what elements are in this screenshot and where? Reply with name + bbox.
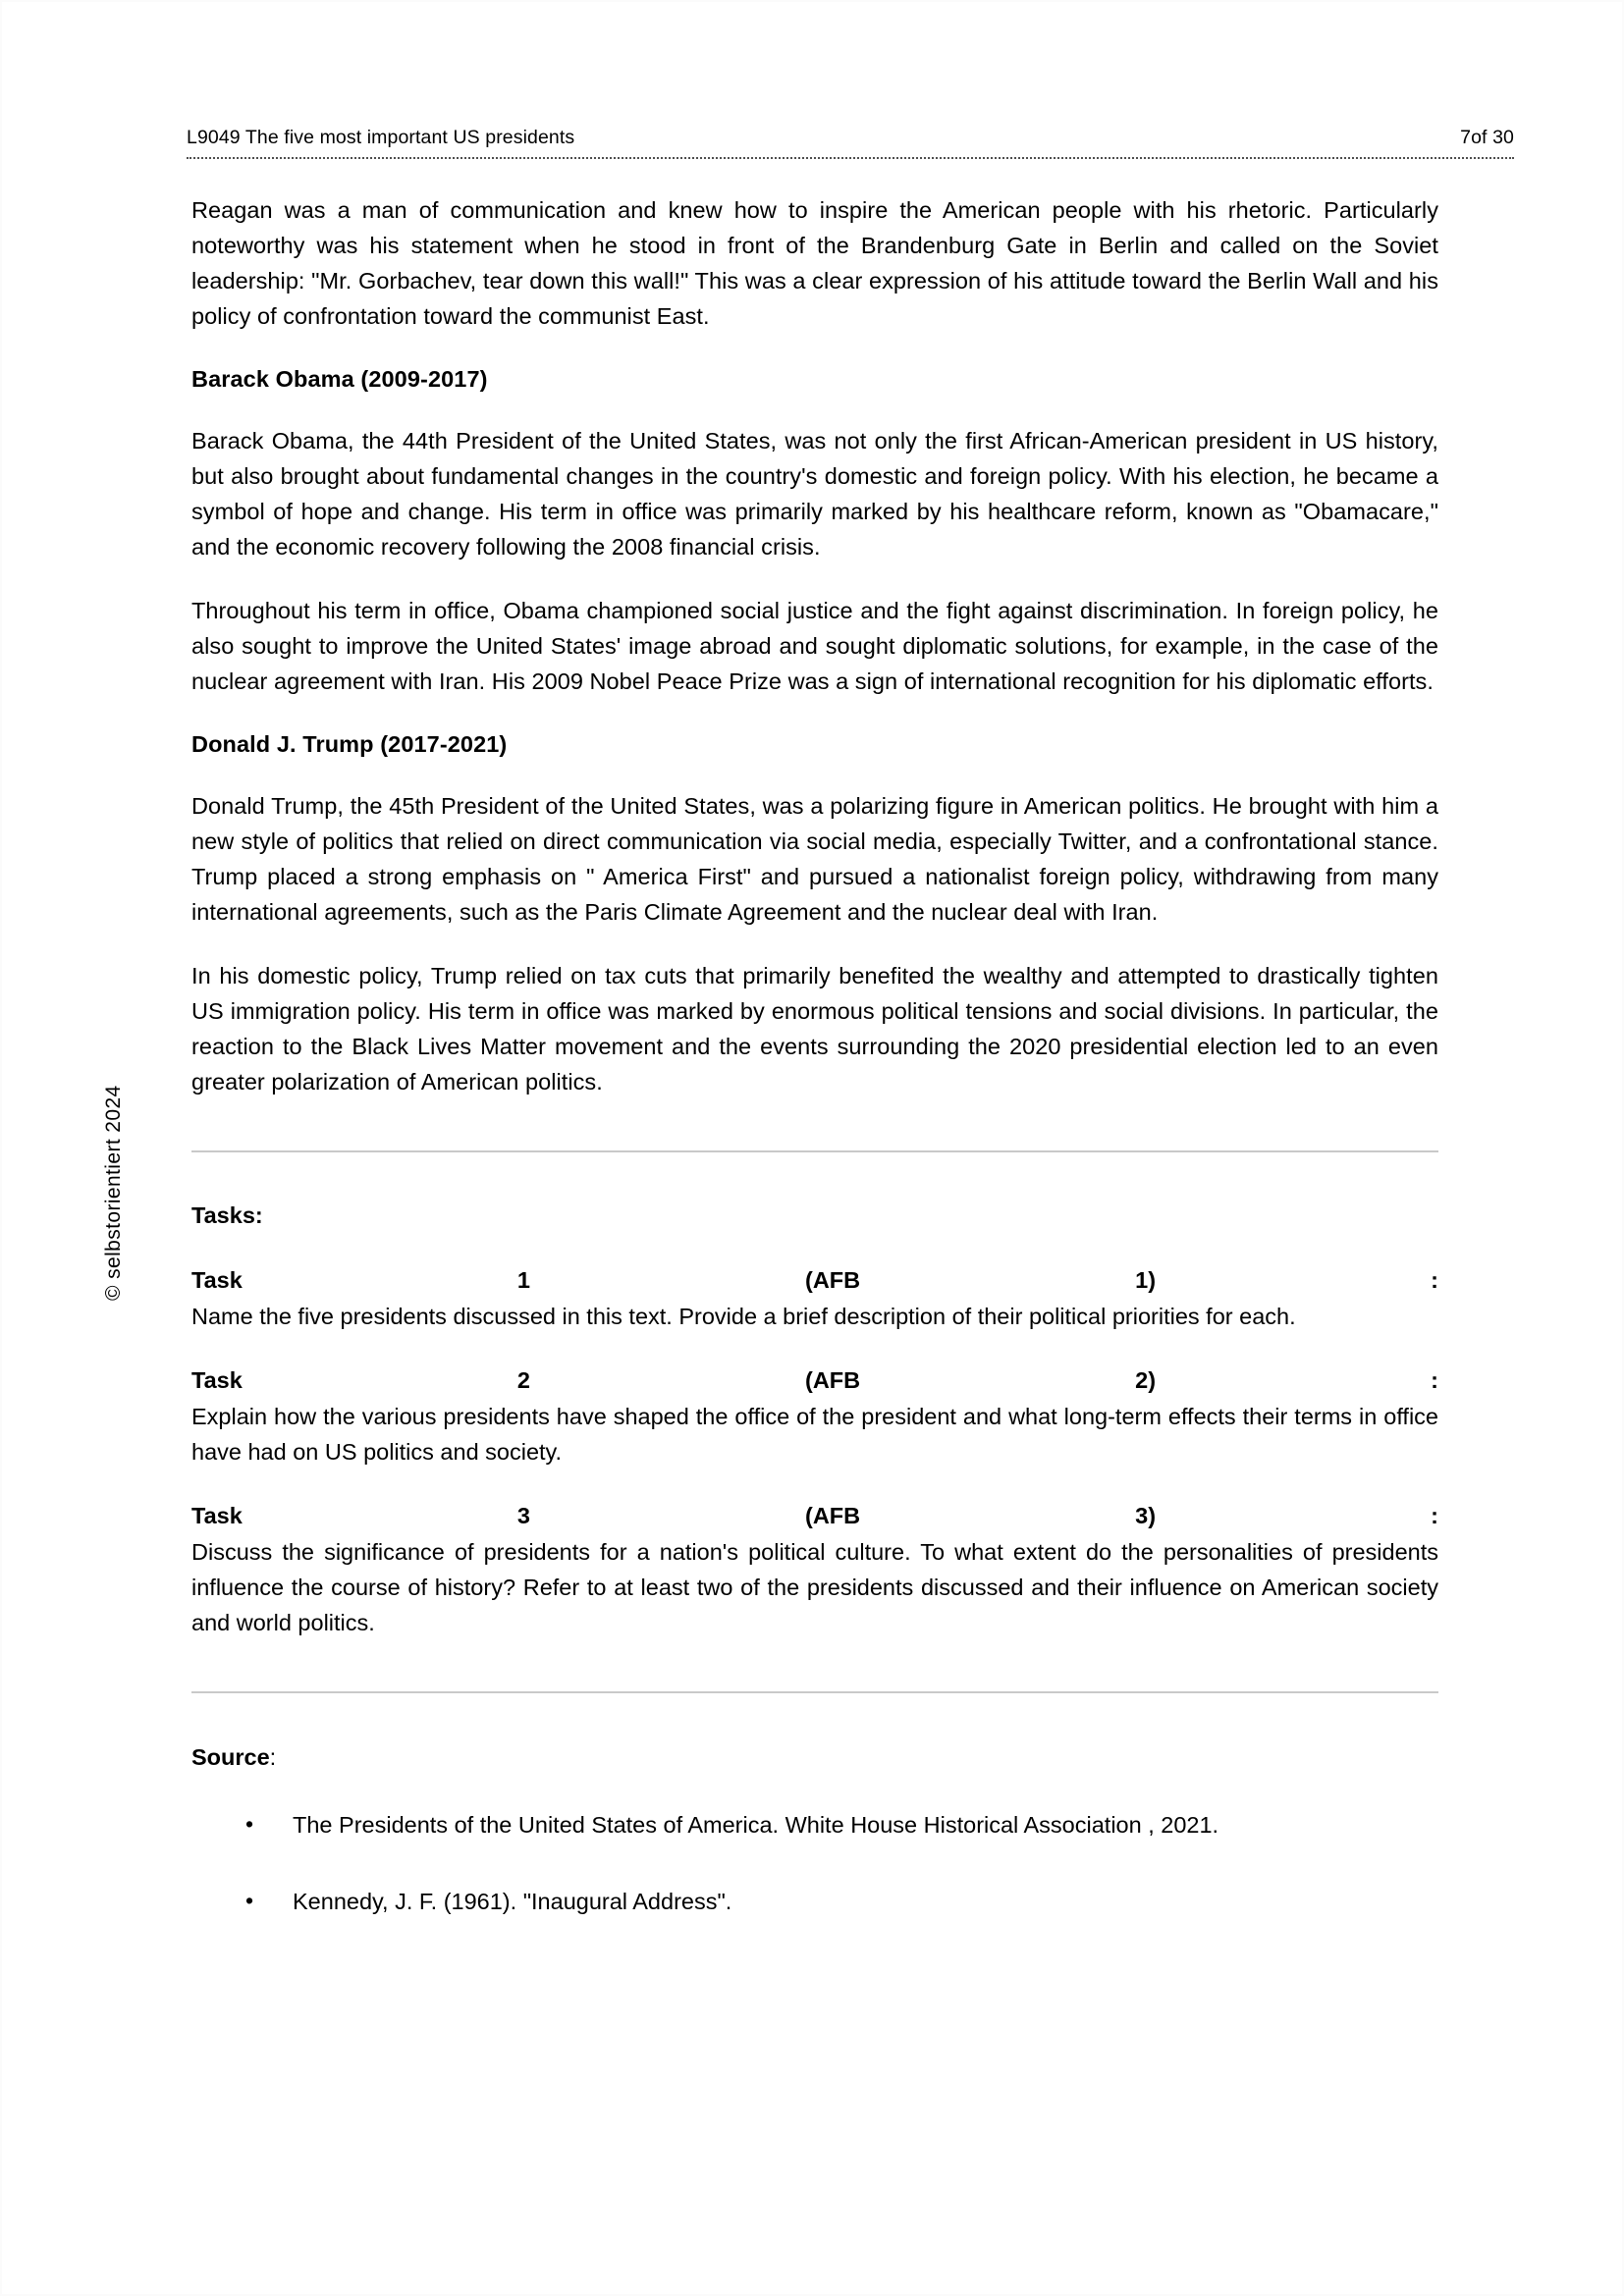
task-afb-level: 3) — [1135, 1503, 1157, 1528]
section-divider-source — [191, 1691, 1438, 1693]
paragraph-obama-1: Barack Obama, the 44th President of the United States, was not only the first African-American president in US history, but also brought about fundamental changes in the country's domestic and foreign policy. With his election, he became a symbol of hope and change. His term in office was primarily marked by his healthcare reform, known as "Obamacare," and the economic recovery following the 2008 financial crisis. — [191, 428, 1438, 560]
header-document-ref: L9049 The five most important US presidents — [187, 127, 575, 148]
copyright-notice: © selbstorientiert 2024 — [102, 1085, 125, 1301]
task-description: Explain how the various presidents have shaped the office of the president and what long-term effects their terms in office have had on US politics and society. — [191, 1404, 1438, 1465]
source-item-text: Kennedy, J. F. (1961). "Inaugural Address". — [293, 1889, 732, 1914]
task-word: Task — [191, 1503, 243, 1528]
page-header — [187, 126, 1514, 149]
task-header — [191, 1499, 1438, 1532]
task-afb-level: 2) — [1135, 1367, 1157, 1393]
source-heading — [191, 1741, 1438, 1773]
task-colon: : — [1431, 1367, 1438, 1393]
header-page-indicator: 7of 30 — [1460, 127, 1514, 148]
paragraph-obama-2: Throughout his term in office, Obama championed social justice and the fight against discrimination. In foreign policy, he also sought to improve the United States' image abroad and sought diplomatic solutions, for example, in the case of the nuclear agreement with Iran. His 2009 Nobel Peace Prize was a sign of international recognition for his diplomatic efforts. — [191, 598, 1438, 694]
task-colon: : — [1431, 1267, 1438, 1293]
task-item — [191, 1263, 1438, 1334]
header-divider — [187, 157, 1514, 159]
task-item — [191, 1499, 1438, 1640]
paragraph-reagan: Reagan was a man of communication and knew how to inspire the American people with his rhetoric. Particularly noteworthy was his statement when he stood in front of the Brandenburg Gate in Berlin and called on the Soviet leadership: "Mr. Gorbachev, tear down this wall!" This was a clear expression of his attitude toward the Berlin Wall and his policy of confrontation toward the communist East. — [191, 197, 1438, 329]
task-afb-open: (AFB — [805, 1267, 861, 1293]
task-colon: : — [1431, 1503, 1438, 1528]
bullet-icon: • — [245, 1811, 254, 1837]
document-content — [191, 192, 1438, 1961]
task-afb-open: (AFB — [805, 1503, 861, 1528]
task-afb-open: (AFB — [805, 1367, 861, 1393]
source-list — [191, 1808, 1438, 1918]
heading-donald-trump: Donald J. Trump (2017-2021) — [191, 731, 508, 757]
list-item — [191, 1808, 1438, 1842]
paragraph-trump-2: In his domestic policy, Trump relied on tax cuts that primarily benefited the wealthy and attempted to drastically tighten US immigration policy. His term in office was marked by enormous political tensions and social divisions. In particular, the reaction to the Black Lives Matter movement and the events surrounding the 2020 presidential election led to an even greater polarization of American politics. — [191, 963, 1438, 1095]
source-item-text: The Presidents of the United States of America. White House Historical Association , 2021. — [293, 1812, 1219, 1838]
task-header — [191, 1363, 1438, 1397]
task-number: 1 — [516, 1267, 530, 1293]
heading-barack-obama: Barack Obama (2009-2017) — [191, 366, 488, 392]
paragraph-trump-1: Donald Trump, the 45th President of the United States, was a polarizing figure in American politics. He brought with him a new style of politics that relied on direct communication via social media, especially Twitter, and a confrontational stance. Trump placed a strong emphasis on " America First" and pursued a nationalist foreign policy, withdrawing from many international agreements, such as the Paris Climate Agreement and the nuclear deal with Iran. — [191, 793, 1438, 925]
source-heading-label: Source — [191, 1744, 270, 1770]
task-description: Discuss the significance of presidents for a nation's political culture. To what extent do the personalities of presidents influence the course of history? Refer to at least two of the presidents discussed and their influence on American society and world politics. — [191, 1539, 1438, 1635]
bullet-icon: • — [245, 1888, 254, 1913]
section-divider-tasks — [191, 1150, 1438, 1152]
tasks-heading: Tasks: — [191, 1202, 263, 1228]
task-word: Task — [191, 1367, 243, 1393]
task-afb-level: 1) — [1135, 1267, 1157, 1293]
task-number: 2 — [516, 1367, 530, 1393]
task-item — [191, 1363, 1438, 1469]
task-word: Task — [191, 1267, 243, 1293]
list-item — [191, 1885, 1438, 1918]
task-number: 3 — [516, 1503, 530, 1528]
source-heading-colon: : — [269, 1744, 277, 1770]
task-description: Name the five presidents discussed in this text. Provide a brief description of their political priorities for each. — [191, 1304, 1296, 1329]
task-header — [191, 1263, 1438, 1297]
